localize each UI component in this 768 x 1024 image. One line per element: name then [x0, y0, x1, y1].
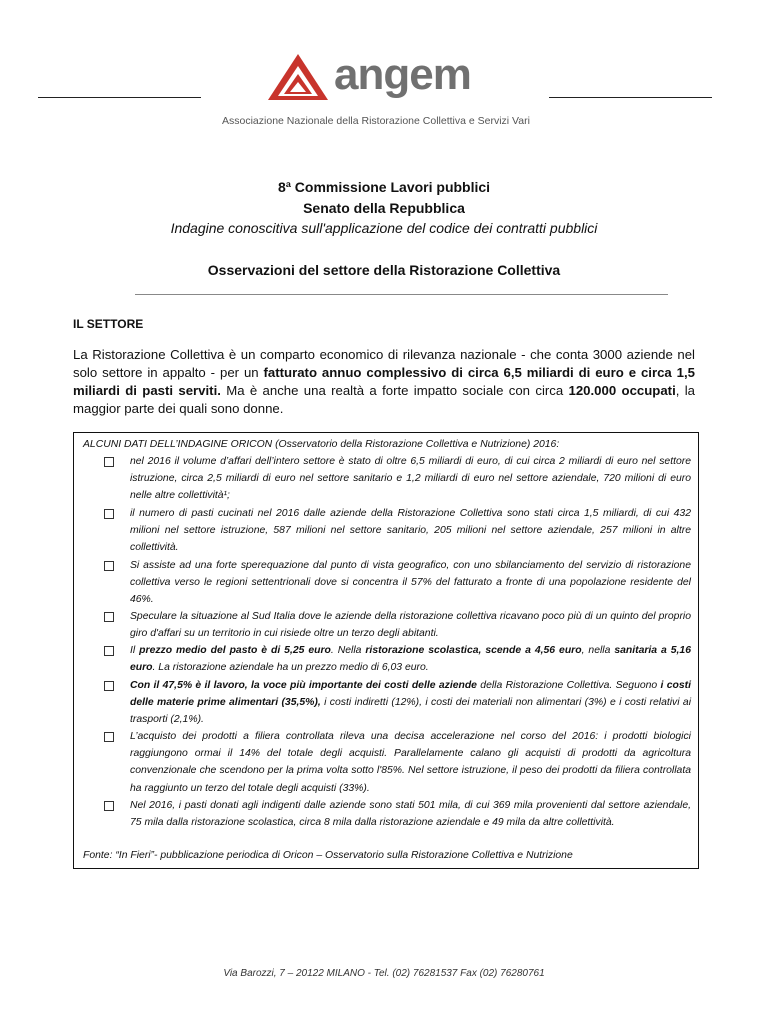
- brand-name: angem: [334, 50, 471, 99]
- title-divider: [135, 294, 668, 295]
- checkbox-icon: [104, 612, 114, 622]
- item-bold: i costi delle materie prime alimentari (35,5%),: [130, 680, 691, 709]
- paragraph-text: Ma è anche una realtà a forte impatto sociale con circa: [220, 383, 569, 398]
- item-bold: prezzo medio del pasto è di 5,25 euro: [139, 645, 331, 656]
- checkbox-icon: [104, 801, 114, 811]
- brand-tagline: Associazione Nazionale della Ristorazione Collettiva e Servizi Vari: [222, 115, 530, 127]
- paragraph-highlight-revenue: fatturato annuo complessivo di circa 6,5 miliardi di euro e circa 1,5 miliardi di pasti serviti.: [73, 365, 695, 398]
- paragraph-highlight-employees: 120.000 occupati: [568, 383, 676, 398]
- list-item: Si assiste ad una forte sperequazione dal punto di vista geografico, con uno sbilanciamento del servizio di ristorazione collettiva verso le regioni settentrionali dove si concentra il 57% del fatturato a fronte di una popolazione residente del 46%.: [130, 560, 691, 606]
- header-rule-right: [549, 97, 712, 98]
- list-item: Nel 2016, i pasti donati agli indigenti dalle aziende sono stati 501 mila, di cui 369 mila provenienti dal settore aziendale, 75 mila dalla ristorazione scolastica, circa 8 mila dalla ristorazione aziendale e 49 mila da altre collettività.: [130, 800, 691, 829]
- oricon-data-box: [73, 432, 699, 869]
- checkbox-icon: [104, 681, 114, 691]
- section-paragraph: [73, 346, 695, 418]
- triangle-logo-icon: [266, 52, 330, 102]
- list-item: Speculare la situazione al Sud Italia dove le aziende della ristorazione collettiva ricavano poco più di un quinto del proprio giro d'affari su un territorio in cui risiede oltre un terzo degli abitanti.: [130, 611, 691, 640]
- item-bold: ristorazione scolastica, scende a 4,56 euro: [365, 645, 582, 656]
- item-text: della Ristorazione Collettiva. Seguono: [476, 680, 661, 691]
- title-inquiry: Indagine conoscitiva sull'applicazione del codice dei contratti pubblici: [170, 220, 598, 236]
- paragraph-text: La Ristorazione Collettiva è un comparto economico di rilevanza nazionale - che conta 3000 aziende nel solo settore in appalto - per un: [73, 347, 695, 380]
- item-text: . La ristorazione aziendale ha un prezzo medio di 6,03 euro.: [152, 662, 429, 674]
- item-bold: sanitaria a 5,16 euro: [130, 645, 691, 674]
- footer-address: Via Barozzi, 7 – 20122 MILANO - Tel. (02) 76281537 Fax (02) 76280761: [223, 968, 545, 979]
- box-source: Fonte: “In Fieri”- pubblicazione periodica di Oricon – Osservatorio sulla Ristorazione Collettiva e Nutrizione: [83, 850, 573, 861]
- item-text: Il: [130, 645, 140, 656]
- checkbox-icon: [104, 561, 114, 571]
- list-item: L’acquisto dei prodotti a filiera controllata rileva una decisa accelerazione nel corso del 2016: i prodotti biologici raggiungono ormai il 14% del totale degli acquisti. Parallelamente calano gli acquisti di prodotti da agricoltura convenzionale che scendono per la prima volta sotto l'85%. Nel settore istruzione, il peso dei prodotti da filiera controllata ha raggiunto un terzo del totale degli acquisti (33%).: [130, 731, 691, 794]
- item-bold: Con il 47,5% è il lavoro, la voce più importante dei costi delle aziende: [130, 680, 477, 691]
- item-text: . Nella: [330, 645, 366, 656]
- item-text: i costi indiretti (12%), i costi dei materiali non alimentari (3%) e i costi relativi ai trasporti (2,1%).: [130, 697, 691, 726]
- paragraph-text: , la maggior parte dei quali sono donne.: [73, 383, 696, 416]
- list-item: [130, 677, 691, 729]
- item-text: , nella: [581, 645, 615, 656]
- header-rule-left: [38, 97, 201, 98]
- box-title: ALCUNI DATI DELL’INDAGINE ORICON (Osservatorio della Ristorazione Collettiva e Nutrizione) 2016:: [83, 439, 560, 450]
- title-observations: Osservazioni del settore della Ristorazione Collettiva: [207, 262, 561, 278]
- list-item: il numero di pasti cucinati nel 2016 dalle aziende della Ristorazione Collettiva sono stati circa 1,5 miliardi, di cui 432 milioni nel settore istruzione, 587 milioni nel settore sanitario, 205 milioni nel settore aziendale, 257 milioni in altre collettività.: [130, 508, 691, 554]
- checkbox-icon: [104, 457, 114, 467]
- checkbox-icon: [104, 732, 114, 742]
- title-commission: 8ª Commissione Lavori pubblici: [277, 179, 491, 195]
- checkbox-icon: [104, 646, 114, 656]
- list-item: nel 2016 il volume d’affari dell’intero settore è stato di oltre 6,5 miliardi di euro, di cui circa 2 miliardi di euro nel settore istruzione, circa 2,5 miliardi di euro nel settore sanitario e 1,2 miliardi di euro nel settore aziendale, 720 milioni di euro nelle altre collettività¹;: [130, 456, 691, 502]
- checkbox-icon: [104, 509, 114, 519]
- section-heading: IL SETTORE: [73, 317, 144, 331]
- list-item: [130, 642, 691, 676]
- title-senate: Senato della Repubblica: [303, 200, 465, 216]
